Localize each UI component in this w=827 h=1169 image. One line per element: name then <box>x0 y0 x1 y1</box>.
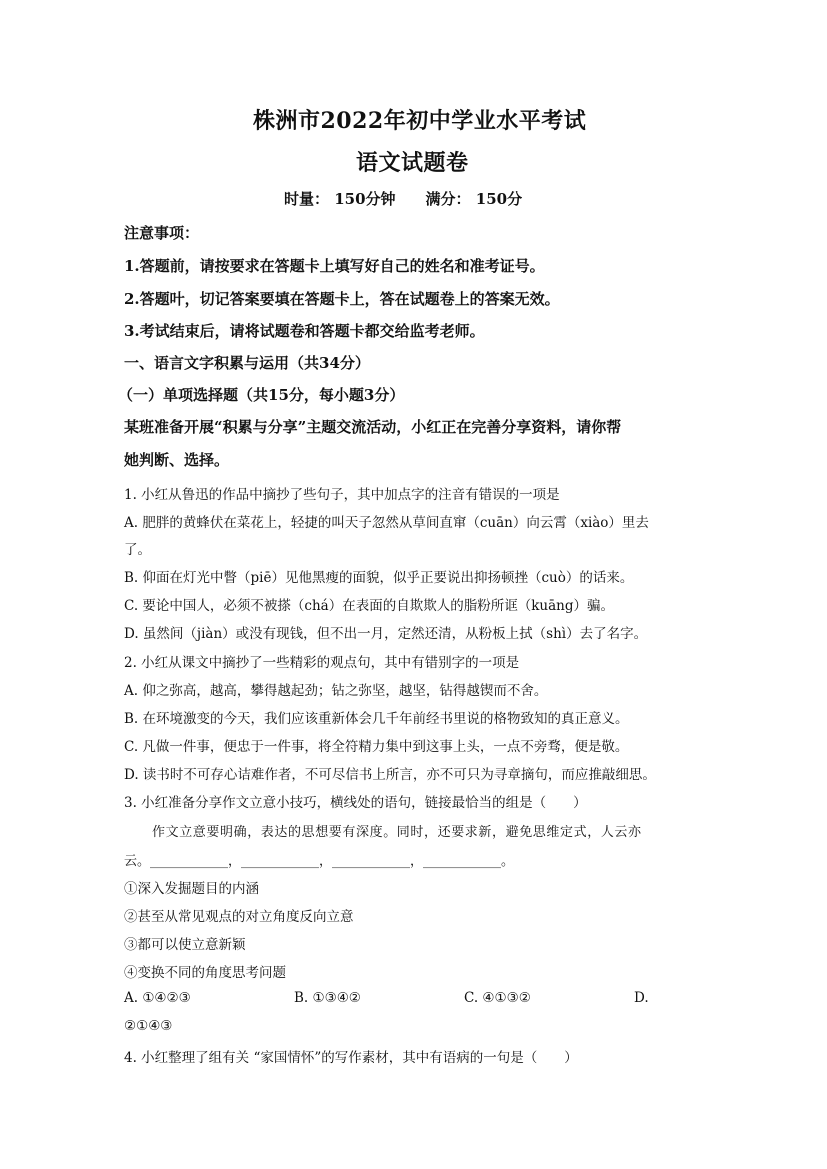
q2-stem: 2. 小红从课文中摘抄了一些精彩的观点句，其中有错别字的一项是 <box>124 655 520 671</box>
q3-option-b: B. ①③④② <box>294 990 361 1006</box>
q3-option-c: C. ④①③② <box>464 990 531 1006</box>
q3-item-3: ③都可以使立意新颖 <box>124 937 246 953</box>
q2-option-a: A. 仰之弥高，越高，攀得越起劲；钻之弥坚，越坚，钻得越锲而不舍。 <box>124 683 548 699</box>
exam-time-info: 时量： 150分钟 满分： 150分 <box>284 190 523 208</box>
q1-option-b: B. 仰面在灯光中瞥（piē）见他黑瘦的面貌，似乎正要说出抑扬顿挫（cuò）的话来。 <box>124 570 634 586</box>
q1-option-d: D. 虽然间（jiàn）或没有现钱，但不出一月，定然还清，从粉板上拭（shì）去了名字。 <box>124 626 648 642</box>
q4-stem: 4. 小红整理了组有关 “家国情怀”的写作素材，其中有语病的一句是（ ） <box>124 1050 578 1066</box>
section1-intro-line-2: 她判断、选择。 <box>124 451 230 469</box>
q3-option-a: A. ①④②③ <box>124 990 191 1006</box>
q1-stem: 1. 小红从鲁迅的作品中摘抄了些句子，其中加点字的注音有错误的一项是 <box>124 487 560 503</box>
q2-option-d: D. 读书时不可存心诘难作者，不可尽信书上所言，亦不可只为寻章摘句，而应推敲细思。 <box>124 767 656 783</box>
q2-option-b: B. 在环境激变的今天，我们应该重新体会几千年前经书里说的格物致知的真正意义。 <box>124 711 629 727</box>
q1-option-a-line-2: 了。 <box>124 542 151 558</box>
q3-item-4: ④变换不同的角度思考问题 <box>124 965 286 981</box>
q3-item-1: ①深入发掘题目的内涵 <box>124 881 259 897</box>
notice-item-1: 1.答题前，请按要求在答题卡上填写好自己的姓名和准考证号。 <box>124 257 545 275</box>
exam-title: 株洲市2022年初中学业水平考试 <box>253 108 587 134</box>
notice-item-2: 2.答题叶，切记答案要填在答题卡上，答在试题卷上的答案无效。 <box>124 290 560 308</box>
q3-item-2: ②甚至从常见观点的对立角度反向立意 <box>124 909 354 925</box>
exam-subtitle: 语文试题卷 <box>356 150 469 176</box>
q3-passage-line-1: 作文立意要明确，表达的思想要有深度。同时，还要求新，避免思维定式，人云亦 <box>152 825 642 840</box>
q1-option-c: C. 要论中国人，必须不被搽（chá）在表面的自欺欺人的脂粉所诓（kuāng）骗。 <box>124 598 614 614</box>
q1-option-a-line-1: A. 肥胖的黄蜂伏在菜花上，轻捷的叫天子忽然从草间直窜（cuān）向云霄（xiào）里去 <box>124 515 649 531</box>
section1-sub-heading: （一）单项选择题（共15分，每小题3分） <box>118 386 405 404</box>
section1-intro-line-1: 某班准备开展“积累与分享”主题交流活动，小红正在完善分享资料，请你帮 <box>124 418 622 436</box>
section1-heading: 一、语言文字积累与运用（共34分） <box>124 354 370 372</box>
q3-option-d-continued: ②①④③ <box>124 1018 173 1034</box>
q2-option-c: C. 凡做一件事，便忠于一件事，将全符精力集中到这事上头，一点不旁骛，便是敬。 <box>124 739 629 755</box>
q3-passage-line-2: 云。____________，____________，____________，____________。 <box>124 854 515 869</box>
q3-stem: 3. 小红准备分享作文立意小技巧，横线处的语句，链接最恰当的组是（ ） <box>124 795 587 811</box>
notice-heading: 注意事项： <box>124 224 200 242</box>
notice-item-3: 3.考试结束后，请将试题卷和答题卡都交给监考老师。 <box>124 322 485 340</box>
q3-option-d: D. <box>634 990 649 1006</box>
